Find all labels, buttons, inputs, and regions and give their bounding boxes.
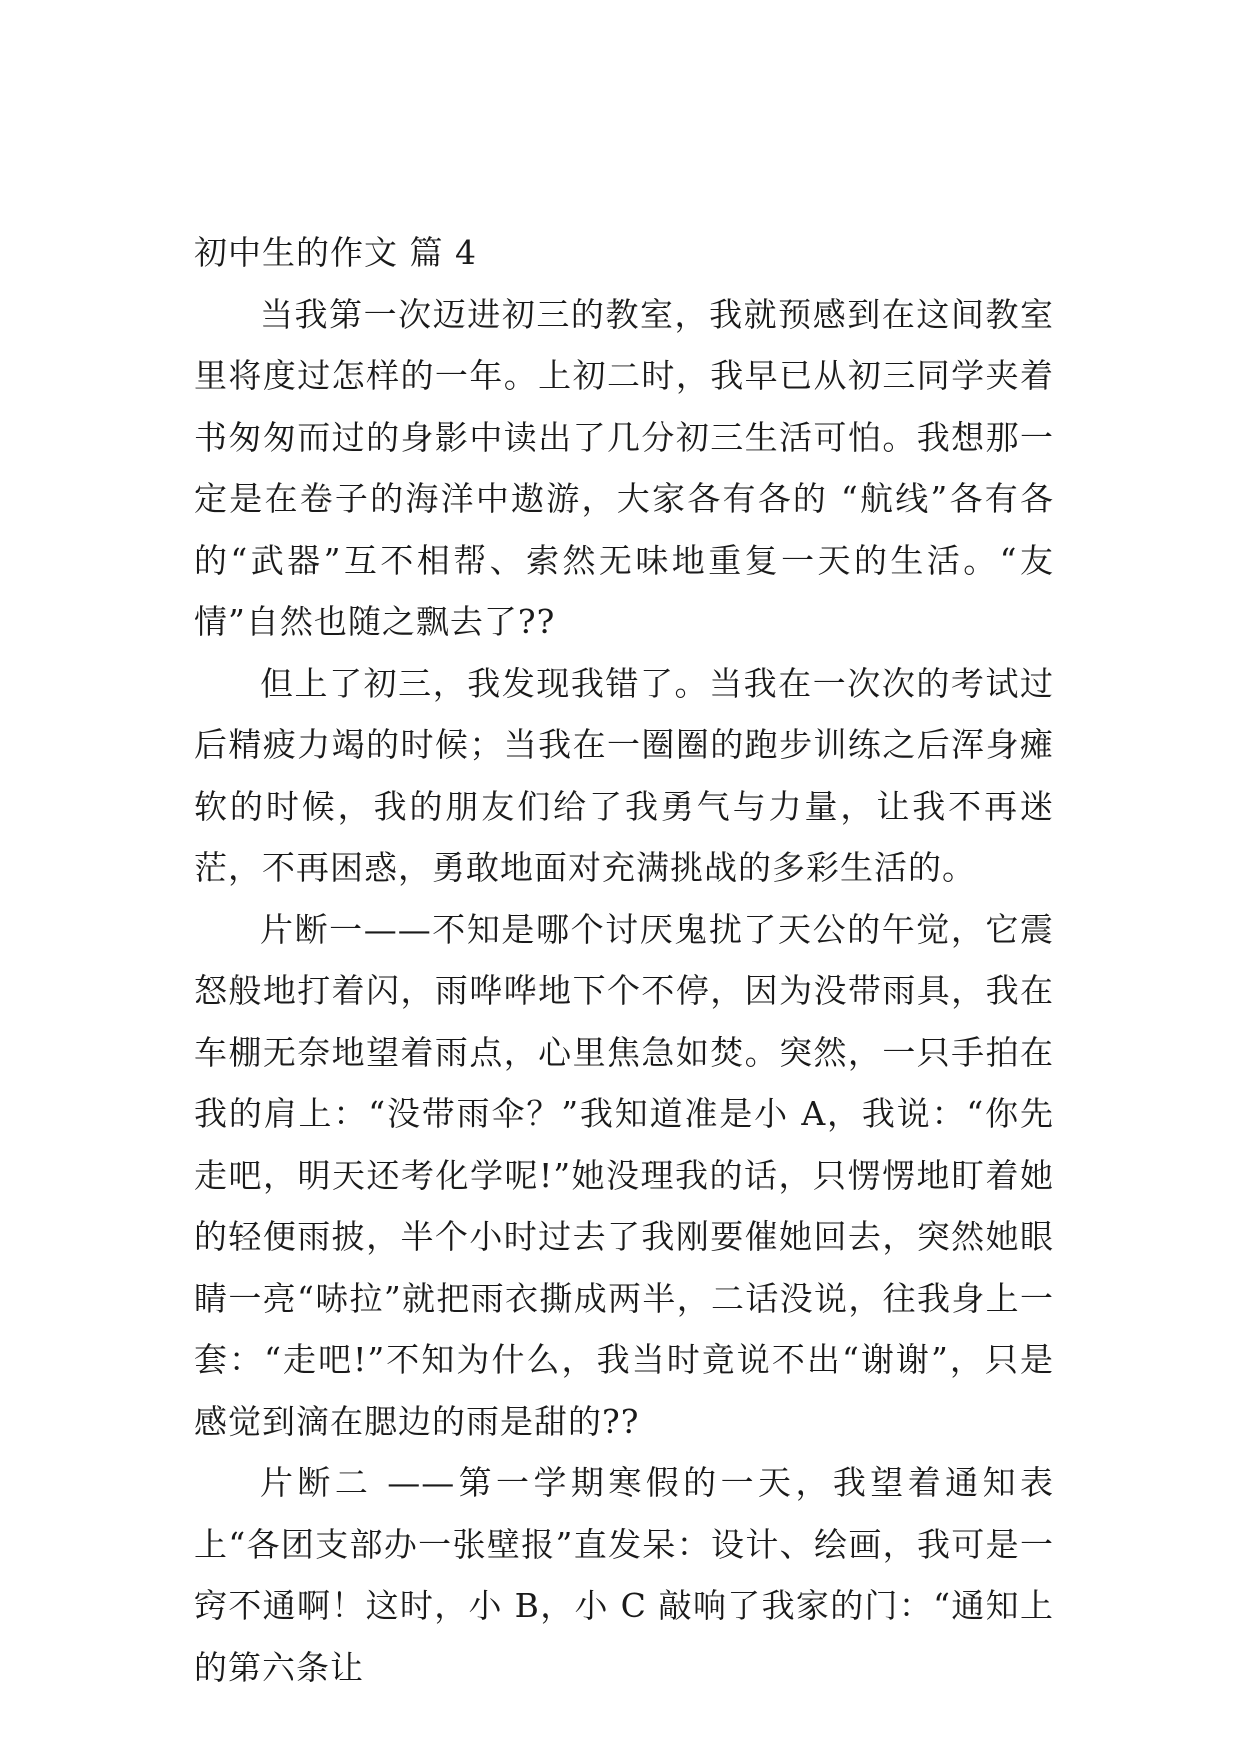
paragraph: 但上了初三，我发现我错了。当我在一次次的考试过后精疲力竭的时候；当我在一圈圈的跑步训练之后浑身瘫软的时候，我的朋友们给了我勇气与力量，让我不再迷茫，不再困惑，勇敢地面对充满挑战的多彩生活的。 <box>194 663 1054 887</box>
paragraph: 当我第一次迈进初三的教室，我就预感到在这间教室里将度过怎样的一年。上初二时，我早已从初三同学夹着书匆匆而过的身影中读出了几分初三生活可怕。我想那一定是在卷子的海洋中遨游，大家各有各的 “航线”各有各的“武器”互不相帮、索然无味地重复一天的生活。“友情”自然也随之飘去了?? <box>194 294 1054 641</box>
paragraph: 片断二 ——第一学期寒假的一天，我望着通知表上“各团支部办一张壁报”直发呆：设计、绘画，我可是一窍不通啊！这时，小 B，小 C 敲响了我家的门：“通知上的第六条让 <box>194 1463 1054 1687</box>
document-title: 初中生的作文 篇 4 <box>194 233 477 272</box>
paragraph: 片断一——不知是哪个讨厌鬼扰了天公的午觉，它震怒般地打着闪，雨哗哗地下个不停，因为没带雨具，我在车棚无奈地望着雨点，心里焦急如焚。突然，一只手拍在我的肩上：“没带雨伞？”我知道准是小 A，我说：“你先走吧，明天还考化学呢!”她没理我的话，只愣愣地盯着她的轻便雨披，半个小时过去了我刚要催她回去，突然她眼睛一亮“哧拉”就把雨衣撕成两半，二话没说，往我身上一套：“走吧!”不知为什么，我当时竟说不出“谢谢”，只是感觉到滴在腮边的雨是甜的?? <box>194 909 1054 1441</box>
document-body <box>194 222 1054 1698</box>
